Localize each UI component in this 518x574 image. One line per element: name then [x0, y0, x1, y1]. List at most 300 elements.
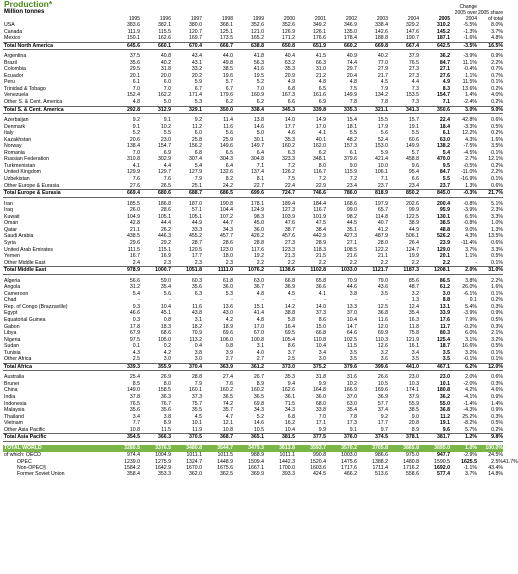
value-cell: 12.5 [377, 303, 388, 310]
value-cell: 3.0 [442, 290, 450, 297]
value-cell: 197.9 [375, 200, 388, 207]
value-cell: 1520.4 [310, 458, 326, 465]
value-cell: 6.5 [318, 85, 326, 92]
value-cell: 49.8 [222, 59, 233, 66]
value-cell: 0.2% [491, 130, 503, 137]
value-cell: 845.0 [419, 190, 450, 198]
value-cell: 149.9 [344, 92, 357, 99]
value-cell: 1138.6 [264, 267, 295, 275]
value-cell: 38.5 [408, 407, 419, 414]
value-cell: 399.6 [357, 363, 388, 371]
value-cell: -3.5% [450, 42, 477, 50]
value-cell: 1000.7 [140, 267, 171, 275]
value-cell: 190.8 [220, 200, 233, 207]
value-cell: 47.5 [315, 220, 326, 227]
value-cell: 36.5 [253, 393, 264, 400]
value-cell: 3.4 [132, 413, 140, 420]
value-cell: 1011.1 [186, 452, 202, 459]
value-cell: 4.5 [287, 290, 295, 297]
value-cell: 7.9% [465, 316, 477, 323]
value-cell: 107.2 [220, 213, 233, 220]
value-cell: 7.0 [318, 413, 326, 420]
value-cell: 64.6 [346, 330, 357, 337]
row-label: Argentina [4, 53, 27, 60]
value-cell: 0.7% [491, 66, 503, 73]
value-cell: 680.6 [140, 190, 171, 198]
value-cell: 37.3 [315, 310, 326, 317]
value-cell: 0.6% [491, 117, 503, 124]
row-label: Turkmenistan [4, 162, 36, 169]
value-cell: 2.3% [491, 207, 503, 214]
value-cell: 34.3 [284, 407, 295, 414]
value-cell: 0.8 [163, 316, 171, 323]
value-cell: 36.6 [315, 284, 326, 291]
value-cell: 0.1% [491, 356, 503, 363]
value-cell: 0.5% [491, 253, 503, 260]
value-cell: 153.0 [375, 143, 388, 150]
value-cell: 3.8 [163, 413, 171, 420]
value-cell: 167.3 [282, 92, 295, 99]
row-label: Total S. & Cent. America [3, 106, 109, 114]
value-cell: 36.1 [284, 393, 295, 400]
value-cell: 2.2 [380, 259, 388, 266]
table-row [3, 99, 513, 106]
value-cell: 1.3% [465, 182, 477, 189]
value-cell: 25.2% [462, 413, 477, 420]
value-cell: 10.3 [408, 380, 419, 387]
value-cell: 6.1 [442, 130, 450, 137]
value-cell: 6.2 [225, 99, 233, 106]
value-cell: 5.4% [465, 303, 477, 310]
value-cell: 47.6 [284, 220, 295, 227]
value-cell: 13.1 [439, 303, 450, 310]
value-cell: 41.8 [253, 53, 264, 60]
value-cell: 2.0% [450, 267, 477, 275]
value-cell: 370.5 [171, 434, 202, 442]
value-cell: 358.4 [127, 470, 140, 477]
value-cell: 374.5 [357, 434, 388, 442]
value-cell: 1670.0 [186, 464, 202, 471]
value-cell: 26.0 [129, 207, 140, 214]
value-cell: 179.6 [220, 92, 233, 99]
value-cell: 4.2 [225, 316, 233, 323]
header-row [3, 0, 513, 22]
value-cell: 1102.8 [295, 267, 326, 275]
value-cell: 3.5% [491, 143, 503, 150]
row-label: Oman [4, 220, 19, 227]
value-cell: 366.3 [140, 434, 171, 442]
value-cell: 27.6 [439, 72, 450, 79]
value-cell: 7.6 [225, 380, 233, 387]
value-cell: 12.0% [477, 363, 503, 371]
value-cell: 786.0 [326, 190, 357, 198]
value-cell: 16.6% [462, 343, 477, 350]
value-cell: 8.0% [491, 22, 503, 28]
value-cell: 338.4 [233, 106, 264, 114]
value-cell: - [475, 259, 477, 266]
row-label: OPEC [17, 458, 32, 465]
value-cell: 11.6 [378, 316, 388, 323]
value-cell: 126.9 [282, 28, 295, 35]
value-cell: 66.8 [284, 277, 295, 284]
value-cell: 558.6 [406, 470, 419, 477]
value-cell: 41.7% [503, 458, 518, 465]
table-row [3, 427, 513, 434]
value-cell: 123.3 [282, 246, 295, 253]
value-cell: 10.8 [129, 426, 140, 433]
value-cell: 3613.8 [264, 445, 295, 453]
value-cell: 3.0 [194, 356, 202, 363]
row-label: Other Middle East [4, 259, 46, 266]
row-label: Indonesia [4, 400, 27, 407]
value-cell: 0.1% [491, 290, 503, 297]
value-cell: 0.5% [491, 343, 503, 350]
value-cell: 40.2 [160, 59, 171, 66]
value-cell: 132.6 [220, 169, 233, 176]
value-cell: 10.4 [160, 303, 171, 310]
value-cell: 77.0 [377, 59, 388, 66]
value-cell: 5.2 [256, 79, 264, 86]
value-cell: 2.5 [287, 356, 295, 363]
row-label: Equatorial Guinea [4, 316, 46, 323]
value-cell: 310.2 [437, 22, 450, 28]
value-cell: 37.8 [129, 393, 140, 400]
value-cell: 40.2 [377, 53, 388, 60]
value-cell: 9.2 [194, 117, 202, 124]
value-cell: 38.4 [315, 226, 326, 233]
value-cell: 1388.2 [372, 458, 388, 465]
value-cell: -5.5% [463, 22, 477, 28]
value-cell: 40.4 [284, 53, 295, 60]
value-cell: 349.2 [313, 22, 326, 28]
value-cell: 5.4 [194, 162, 202, 169]
row-label: Other Europe & Eurasia [4, 182, 60, 189]
value-cell: 11.2 [440, 413, 450, 420]
value-cell: 0.8 [225, 343, 233, 350]
value-cell: 10.5 [377, 380, 388, 387]
value-cell: 6.3 [194, 290, 202, 297]
value-cell: 3.5 [380, 290, 388, 297]
value-cell: 99.9 [408, 207, 419, 214]
value-cell: 5.9 [380, 149, 388, 156]
value-cell: 0.9% [491, 407, 503, 414]
value-cell: 9.2 [132, 117, 140, 124]
value-cell: 2.7% [465, 156, 477, 163]
value-cell: 28.8 [191, 374, 202, 381]
value-cell: 189.4 [282, 200, 295, 207]
value-cell: 3.5 [442, 356, 450, 363]
row-label: Iraq [4, 207, 13, 214]
value-cell: 310.8 [127, 156, 140, 163]
value-cell: 36.9 [377, 393, 388, 400]
value-cell: 4.6 [287, 130, 295, 137]
value-cell: 69.5 [284, 330, 295, 337]
value-cell: 69.9 [377, 330, 388, 337]
value-cell: -8.2% [463, 420, 477, 427]
value-cell: 6.8 [287, 85, 295, 92]
change-header: Change 2005 over 2004 [454, 4, 477, 22]
value-cell: - [293, 297, 295, 304]
value-cell: 446.3 [158, 233, 171, 240]
value-cell: 352.6 [282, 22, 295, 28]
value-cell: 14.0 [284, 117, 295, 124]
region-total-row [3, 434, 513, 442]
row-label: Azerbaijan [4, 117, 29, 124]
value-cell: 341.3 [388, 106, 419, 114]
value-cell: 17.7 [191, 253, 202, 260]
value-cell: 0.7% [491, 72, 503, 79]
value-cell: 34.3 [253, 407, 264, 414]
value-cell: 458.8 [406, 156, 419, 163]
table-row [3, 356, 513, 363]
value-cell: 8.3 [442, 85, 450, 92]
value-cell: 1033.0 [326, 267, 357, 275]
value-cell: 28.9 [315, 239, 326, 246]
value-cell: 1.4% [465, 92, 477, 99]
value-cell: 9.1 [349, 426, 357, 433]
value-cell: 63.2 [284, 59, 295, 66]
value-cell: 354.5 [109, 434, 140, 442]
value-cell: 113.2 [189, 336, 202, 343]
value-cell: 5.8 [287, 316, 295, 323]
value-cell: 127.9 [189, 169, 202, 176]
value-cell: 383.6 [127, 22, 140, 28]
value-cell: - [169, 297, 171, 304]
value-cell: 46.6 [129, 310, 140, 317]
value-cell: 45.0 [253, 220, 264, 227]
value-cell: 67.9 [129, 330, 140, 337]
value-cell: 16.5% [477, 42, 503, 50]
value-cell: 4.8 [132, 99, 140, 106]
value-cell: 1448.9 [217, 458, 233, 465]
value-cell: 17.7 [377, 420, 388, 427]
row-label: Romania [4, 149, 25, 156]
value-cell: 11.5 [347, 343, 357, 350]
row-label: Canada [4, 28, 23, 35]
value-cell: 321.1 [357, 106, 388, 114]
value-cell: 129.9 [127, 169, 140, 176]
value-cell: 36.5 [222, 393, 233, 400]
value-cell: 3.7% [491, 28, 503, 35]
value-cell: 381.7 [419, 434, 450, 442]
value-cell: 70.9 [346, 277, 357, 284]
row-label: Norway [4, 143, 22, 150]
value-cell: 26.9 [160, 374, 171, 381]
value-cell: 17.6 [439, 316, 450, 323]
value-cell: 3.9 [225, 349, 233, 356]
value-cell: 15.0 [315, 323, 326, 330]
value-cell: 71.5 [284, 400, 295, 407]
value-cell: 156.2 [189, 143, 202, 150]
value-cell: 104.9 [127, 213, 140, 220]
value-cell: 43.6 [377, 284, 388, 291]
value-cell: -16.9% [460, 176, 477, 183]
value-cell: 142.6 [375, 28, 388, 35]
table-row [3, 183, 513, 190]
value-cell: 115.1 [158, 246, 171, 253]
value-cell: 2.2 [287, 259, 295, 266]
value-cell: 27.1 [346, 239, 357, 246]
value-cell: 4.8 [256, 316, 264, 323]
value-cell: 75.7 [191, 400, 202, 407]
value-cell: 18.3 [160, 323, 171, 330]
row-label: Non-OPEC§ [17, 464, 46, 471]
value-cell: 22.4 [439, 117, 450, 124]
value-cell: 339.8 [295, 106, 326, 114]
value-cell: 117.6 [251, 246, 264, 253]
value-cell: 20.2 [191, 72, 202, 79]
value-cell: 3.0 [318, 356, 326, 363]
value-cell: 1442.3 [279, 458, 295, 465]
value-cell: 34.3 [222, 226, 233, 233]
value-cell: 362.5 [220, 470, 233, 477]
value-cell: 2.2% [491, 277, 503, 284]
value-cell: 48.2 [346, 136, 357, 143]
value-cell: 24.2 [222, 182, 233, 189]
value-cell: 23.4 [408, 182, 419, 189]
value-cell: 27.4 [222, 374, 233, 381]
value-cell: 335.3 [326, 106, 357, 114]
table-subtitle: Million tonnes [4, 9, 45, 15]
value-cell: 6.4 [225, 162, 233, 169]
row-label: Ecuador [4, 72, 24, 79]
value-cell: 86.5 [439, 277, 450, 284]
value-cell: 378.1 [388, 434, 419, 442]
value-cell: 26.4 [408, 239, 419, 246]
title-cell [3, 0, 109, 22]
value-cell: 171.2 [282, 35, 295, 42]
value-cell: 29.5 [129, 66, 140, 73]
value-cell: 1509.4 [248, 458, 264, 465]
value-cell: -3.9% [463, 310, 477, 317]
value-cell: 6.2 [256, 99, 264, 106]
row-label: Kazakhstan [4, 136, 32, 143]
value-cell: 21.1 [129, 226, 140, 233]
row-label: Sudan [4, 343, 20, 350]
value-cell: 125.4 [437, 336, 450, 343]
value-cell: 6.7 [225, 85, 233, 92]
row-label: Russian Federation [4, 156, 49, 163]
value-cell: 21.2 [315, 72, 326, 79]
value-cell: 377.5 [295, 434, 326, 442]
value-cell: 27.3 [408, 72, 419, 79]
value-cell: 11.6 [192, 303, 202, 310]
value-cell: -11.0% [460, 169, 477, 176]
value-cell: 3.8 [349, 290, 357, 297]
value-cell: 5.2 [256, 413, 264, 420]
value-cell: 37.0 [346, 310, 357, 317]
value-cell: 304.8 [251, 156, 264, 163]
value-cell: 424.5 [313, 470, 326, 477]
value-cell: 350.0 [202, 106, 233, 114]
value-cell: 44.0 [222, 53, 233, 60]
value-cell: 18.2 [191, 323, 202, 330]
row-label: Gabon [4, 323, 20, 330]
value-cell: 3479.3 [233, 445, 264, 453]
row-label: Syria [4, 239, 16, 246]
value-cell: 37.5 [129, 53, 140, 60]
table-row [3, 35, 513, 42]
value-cell: 121.9 [406, 336, 419, 343]
value-cell: 0.2 [163, 343, 171, 350]
value-cell: 1011.5 [217, 452, 233, 459]
value-cell: 57.7 [377, 400, 388, 407]
value-cell: 138.4 [127, 143, 140, 150]
value-cell: 1.0% [491, 220, 503, 227]
value-cell: 31.8 [315, 374, 326, 381]
value-cell: 12.1 [222, 420, 233, 427]
value-cell: 13.3 [346, 303, 357, 310]
value-cell: 21.7 [377, 72, 388, 79]
value-cell: 45.1 [160, 310, 171, 317]
value-cell: 31.0% [477, 267, 503, 275]
year-header: 2005 [438, 16, 450, 22]
value-cell: 16.3 [408, 316, 419, 323]
value-cell: 63.0 [439, 136, 450, 143]
value-cell: 160.9 [251, 92, 264, 99]
value-cell: 164.8 [313, 387, 326, 394]
value-cell: 4.4 [163, 162, 171, 169]
value-cell: 7.1 [442, 99, 450, 106]
value-cell: 9.6 [442, 426, 450, 433]
value-cell: 44.7 [222, 220, 233, 227]
value-cell: -0.8% [463, 220, 477, 227]
value-cell: 43.4% [488, 464, 503, 471]
value-cell: 111.5 [127, 246, 140, 253]
value-cell: 5.6 [380, 130, 388, 137]
value-cell: 74.4 [346, 59, 357, 66]
value-cell: 650.8 [264, 42, 295, 50]
value-cell: 166.9 [344, 387, 357, 394]
value-cell: 19.2 [253, 253, 264, 260]
value-cell: 7.0 [163, 85, 171, 92]
value-cell: 1011.1 [279, 452, 295, 459]
value-cell: 35.6 [191, 284, 202, 291]
value-cell: 10.8 [222, 426, 233, 433]
row-label: Other S. & Cent. America [4, 99, 63, 106]
value-cell: 4.5 [380, 79, 388, 86]
value-cell: 2.1% [491, 330, 503, 337]
value-cell: 427.3 [344, 233, 357, 240]
value-cell: 149.6 [220, 143, 233, 150]
value-cell: 79.0 [377, 277, 388, 284]
value-cell: 2.4 [132, 259, 140, 266]
value-cell: 8.6 [318, 316, 326, 323]
value-cell: 27.3 [284, 239, 295, 246]
value-cell: 438.5 [127, 233, 140, 240]
row-label: Total North America [3, 42, 109, 50]
value-cell: 38.7 [284, 226, 295, 233]
value-cell: 1121.7 [357, 267, 388, 275]
value-cell: 7.3 [411, 99, 419, 106]
value-cell: 11.9 [192, 426, 202, 433]
value-cell: 152.4 [127, 92, 140, 99]
value-cell: 149.9 [406, 143, 419, 150]
value-cell: 33.9 [439, 310, 450, 317]
value-cell: 9.7 [380, 426, 388, 433]
value-cell: 4.4 [411, 79, 419, 86]
value-cell: 0.1% [491, 176, 503, 183]
value-cell: 26.2 [160, 226, 171, 233]
row-label: Brunei [4, 380, 19, 387]
value-cell: 2.3 [163, 259, 171, 266]
value-cell: 15.4 [346, 117, 357, 124]
value-cell: 37.9 [408, 53, 419, 60]
value-cell: 43.8 [191, 310, 202, 317]
value-cell: 7.8 [349, 99, 357, 106]
value-cell: 506.1 [406, 233, 419, 240]
value-cell: 36.3 [160, 393, 171, 400]
